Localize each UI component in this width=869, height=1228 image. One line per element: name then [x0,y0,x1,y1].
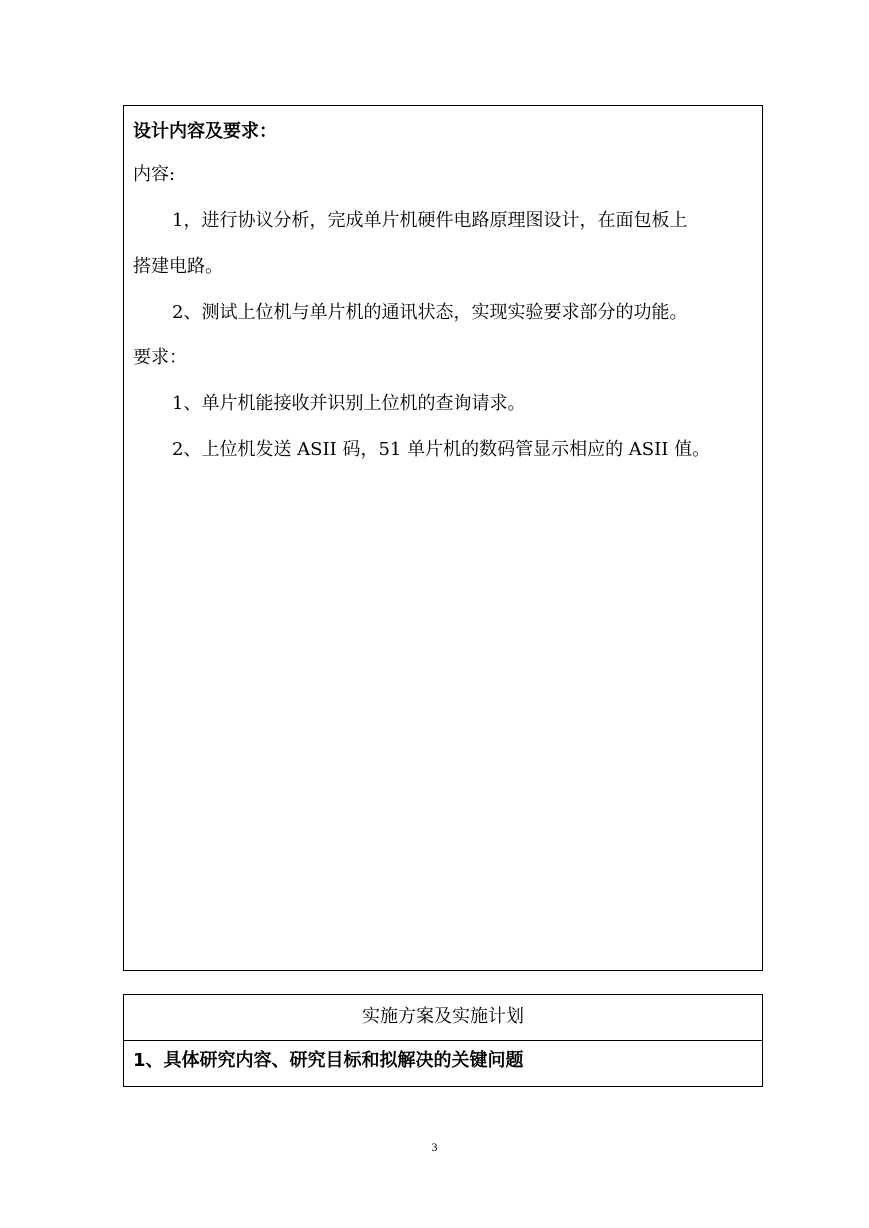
implementation-plan-table [123,994,763,1087]
plan-item-row [124,1041,762,1086]
content-label: 内容: [133,164,176,185]
content-item-1-line-1: 1，进行协议分析，完成单片机硬件电路原理图设计，在面包板上 [172,210,688,231]
plan-title-row [124,995,762,1041]
requirements-label: 要求： [133,347,187,368]
content-item-2: 2、测试上位机与单片机的通讯状态，实现实验要求部分的功能。 [172,302,688,323]
requirement-item-1: 1、单片机能接收并识别上位机的查询请求。 [172,393,526,414]
requirement-item-2: 2、上位机发送 ASII 码，51 单片机的数码管显示相应的 ASII 值。 [172,439,711,460]
content-item-1-line-2: 搭建电路。 [133,256,223,277]
design-heading: 设计内容及要求： [133,121,277,142]
design-requirements-box [123,105,763,971]
page-number: 3 [431,1140,438,1154]
plan-item-1: 1、具体研究内容、研究目标和拟解决的关键问题 [133,1050,524,1071]
plan-title: 实施方案及实施计划 [362,1006,524,1027]
